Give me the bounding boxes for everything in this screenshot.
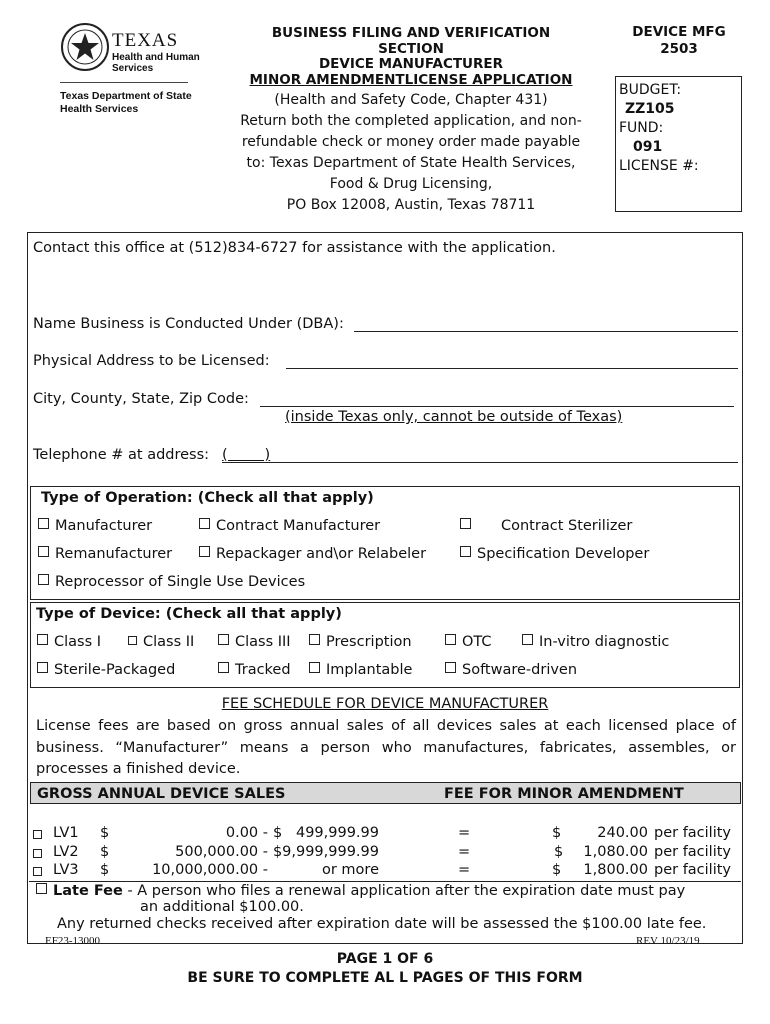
checkbox-icon[interactable] xyxy=(38,546,49,557)
checkbox-icon[interactable] xyxy=(36,883,47,894)
checkbox-icon[interactable] xyxy=(33,867,42,876)
dev-in-vitro[interactable]: In-vitro diagnostic xyxy=(522,633,669,651)
form-number: EF23-13000 xyxy=(45,935,100,947)
col-gross-sales: GROSS ANNUAL DEVICE SALES xyxy=(37,786,286,802)
fee-schedule-title: FEE SCHEDULE FOR DEVICE MANUFACTURER xyxy=(221,696,549,712)
dba-label: Name Business is Conducted Under (DBA): xyxy=(33,316,344,332)
physical-address-field[interactable] xyxy=(286,352,738,369)
returned-check-note: Any returned checks received after expiration date will be assessed the $100.00 late fee. xyxy=(57,916,707,932)
op-remanufacturer[interactable]: Remanufacturer xyxy=(38,545,172,563)
dev-class-2[interactable]: Class II xyxy=(128,633,194,651)
fee-rows xyxy=(30,824,740,880)
dev-class-1[interactable]: Class I xyxy=(37,633,101,651)
checkbox-icon[interactable] xyxy=(199,518,210,529)
page-number: PAGE 1 OF 6 xyxy=(336,951,434,967)
late-fee-line-2: an additional $100.00. xyxy=(140,899,304,915)
phone-label: Telephone # at address: xyxy=(33,447,210,463)
dev-sterile-packaged[interactable]: Sterile-Packaged xyxy=(37,661,175,679)
op-contract-manufacturer[interactable]: Contract Manufacturer xyxy=(199,517,380,535)
op-repackager[interactable]: Repackager and\or Relabeler xyxy=(199,545,426,563)
revision-date: REV 10/23/19 xyxy=(636,935,700,947)
operation-title: Type of Operation: (Check all that apply) xyxy=(41,490,374,506)
physical-address-label: Physical Address to be Licensed: xyxy=(33,353,270,369)
device-mfg-code: DEVICE MFG 2503 xyxy=(632,24,726,57)
complete-all-pages-notice: BE SURE TO COMPLETE AL L PAGES OF THIS FORM xyxy=(187,970,583,986)
contact-text: Contact this office at (512)834-6727 for assistance with the application. xyxy=(33,240,556,256)
checkbox-icon[interactable] xyxy=(218,634,229,645)
checkbox-icon[interactable] xyxy=(33,849,42,858)
header-instructions: (Health and Safety Code, Chapter 431) Return both the completed application, and non- refundable check or money order made payable to: Texas Department of State Health Services, Food & Drug Licensing, PO Box 12008, Austin, Texas 78711 xyxy=(240,92,582,213)
fee-row-lv2: LV2 $ 500,000.00 - $ 9,999,999.99 = $ 1,080.00 per facility xyxy=(30,843,740,862)
checkbox-icon[interactable] xyxy=(37,634,48,645)
dev-class-3[interactable]: Class III xyxy=(218,633,291,651)
op-manufacturer[interactable]: Manufacturer xyxy=(38,517,152,535)
checkbox-icon[interactable] xyxy=(128,636,137,645)
checkbox-icon[interactable] xyxy=(218,662,229,673)
fee-row-lv3: LV3 $ 10,000,000.00 - or more = $ 1,800.00 per facility xyxy=(30,861,740,880)
checkbox-icon[interactable] xyxy=(460,546,471,557)
fee-row-lv1: LV1 $ 0.00 - $ 499,999.99 = $ 240.00 per facility xyxy=(30,824,740,843)
late-fee-line[interactable]: Late Fee - A person who files a renewal application after the expiration date must pay xyxy=(36,882,685,900)
logo-dshs: Texas Department of State Health Services xyxy=(60,90,192,115)
checkbox-icon[interactable] xyxy=(199,546,210,557)
checkbox-icon[interactable] xyxy=(445,634,456,645)
op-contract-sterilizer[interactable]: Contract Sterilizer xyxy=(460,517,632,535)
checkbox-icon[interactable] xyxy=(309,634,320,645)
dev-otc[interactable]: OTC xyxy=(445,633,492,651)
logo-divider xyxy=(60,82,188,83)
city-label: City, County, State, Zip Code: xyxy=(33,391,249,407)
logo-hhs: Health and Human Services xyxy=(112,52,200,74)
dba-field[interactable] xyxy=(354,315,738,332)
checkbox-icon[interactable] xyxy=(37,662,48,673)
checkbox-icon[interactable] xyxy=(522,634,533,645)
dev-tracked[interactable]: Tracked xyxy=(218,661,291,679)
checkbox-icon[interactable] xyxy=(460,518,471,529)
city-field[interactable] xyxy=(260,390,734,407)
checkbox-icon[interactable] xyxy=(38,574,49,585)
fee-paragraph: License fees are based on gross annual sales of all devices sales at each licensed place of business. “Manufacturer” means a person who manufactures, fabricates, assembles, or processes a finished device. xyxy=(36,718,736,777)
city-note: (inside Texas only, cannot be outside of Texas) xyxy=(285,409,623,425)
checkbox-icon[interactable] xyxy=(33,830,42,839)
checkbox-icon[interactable] xyxy=(445,662,456,673)
checkbox-icon[interactable] xyxy=(38,518,49,529)
phone-field[interactable] xyxy=(222,446,738,463)
budget-box: BUDGET: ZZ105 FUND: 091 LICENSE #: xyxy=(615,76,742,212)
phone-area-code: ( ) xyxy=(222,447,271,463)
col-fee-minor: FEE FOR MINOR AMENDMENT xyxy=(444,786,684,802)
checkbox-icon[interactable] xyxy=(309,662,320,673)
texas-hhs-seal-icon xyxy=(60,22,110,72)
op-reprocessor[interactable]: Reprocessor of Single Use Devices xyxy=(38,573,305,591)
logo-texas: TEXAS xyxy=(112,30,179,51)
device-title: Type of Device: (Check all that apply) xyxy=(36,606,342,622)
dev-software-driven[interactable]: Software-driven xyxy=(445,661,577,679)
dev-implantable[interactable]: Implantable xyxy=(309,661,412,679)
dev-prescription[interactable]: Prescription xyxy=(309,633,412,651)
form-title: BUSINESS FILING AND VERIFICATION SECTION DEVICE MANUFACTURER MINOR AMENDMENTLICENSE APPLICATION xyxy=(249,25,573,88)
op-spec-developer[interactable]: Specification Developer xyxy=(460,545,649,563)
